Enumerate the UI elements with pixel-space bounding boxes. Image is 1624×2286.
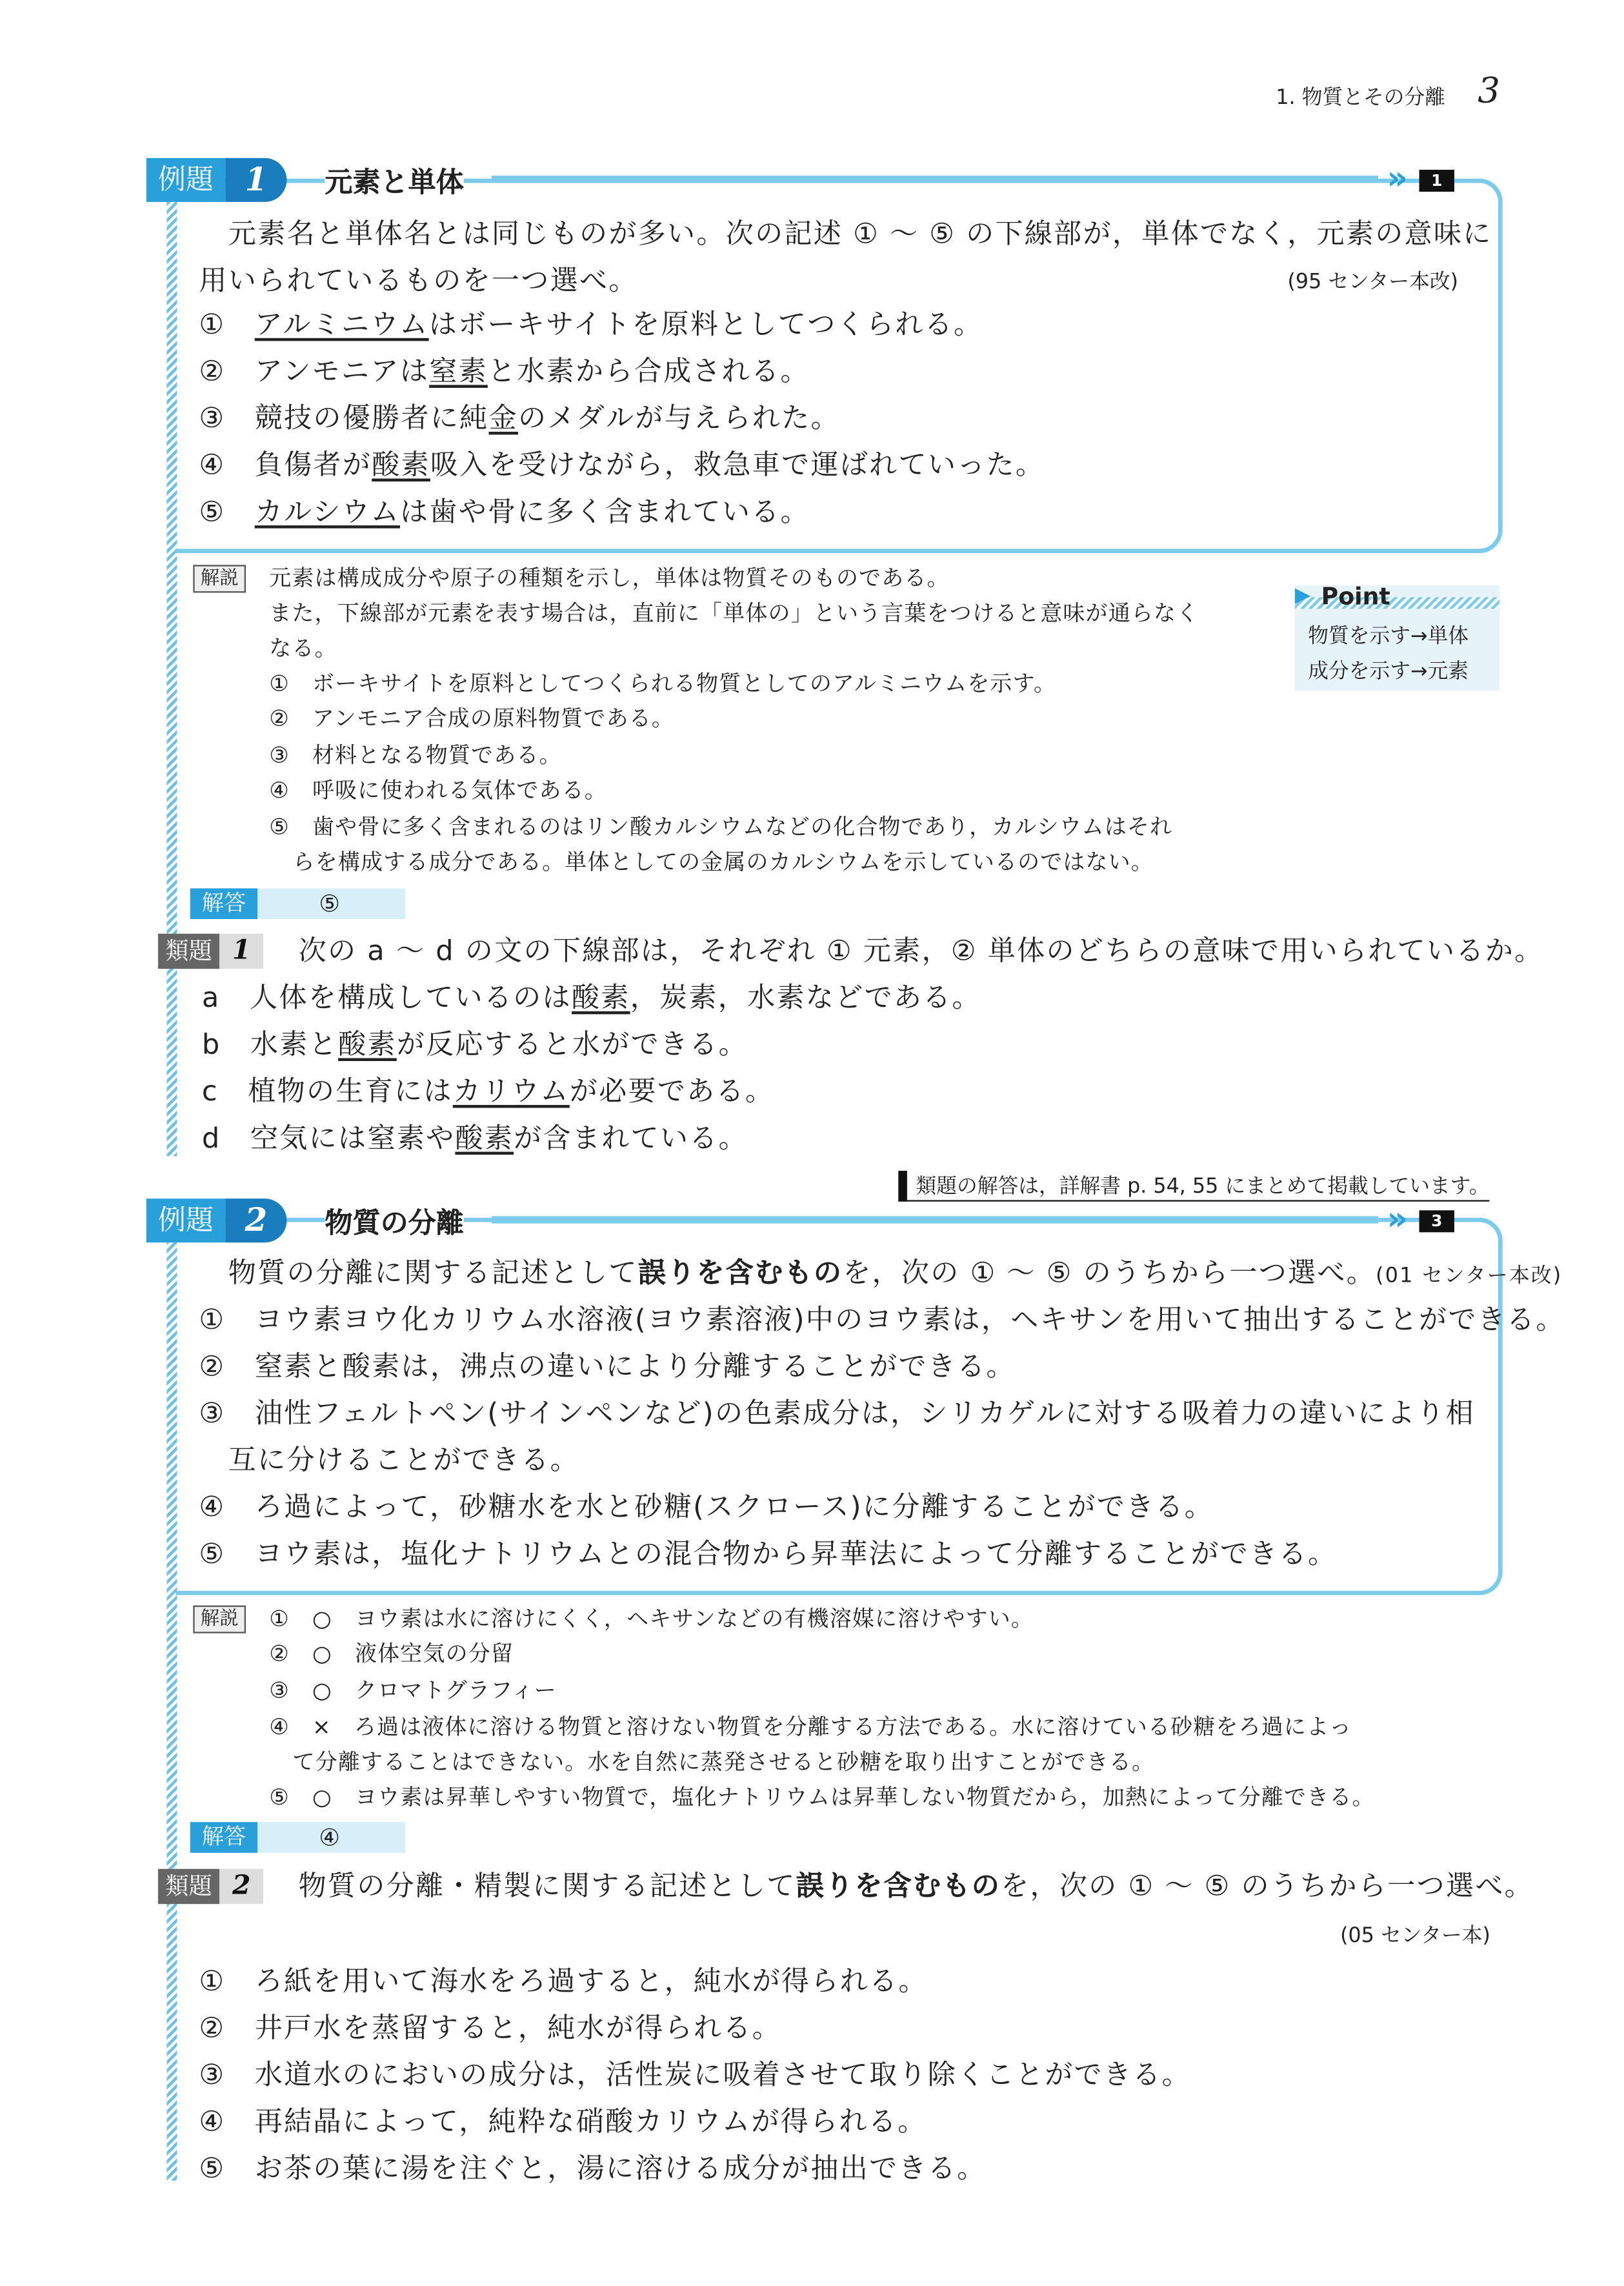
exercise-2-tab: 類題 2 <box>158 1869 263 1904</box>
exercise-item: b 水素と酸素が反応すると水ができる。 <box>201 1029 748 1062</box>
title-rule <box>492 176 1378 183</box>
explanation-label: 解説 <box>193 565 246 592</box>
choice-item: ③ 競技の優勝者に純金のメダルが与えられた。 <box>199 402 840 435</box>
choice-item: ④ ろ過によって，砂糖水を水と砂糖(スクロース)に分離することができる。 <box>199 1491 1214 1524</box>
page-number: 3 <box>1478 70 1500 112</box>
point-line: 成分を示す→元素 <box>1308 660 1469 683</box>
answers-note: 類題の解答は，詳解書 p. 54, 55 にまとめて掲載しています。 <box>898 1171 1489 1202</box>
explanation-line: ⑤ 歯や骨に多く含まれるのはリン酸カルシウムなどの化合物であり，カルシウムはそれ <box>269 813 1173 840</box>
choice-item: ⑤ ヨウ素は，塩化ナトリウムとの混合物から昇華法によって分離することができる。 <box>199 1538 1338 1571</box>
exercise-item: ② 井戸水を蒸留すると，純水が得られる。 <box>199 2012 782 2045</box>
question-text: 元素名と単体名とは同じものが多い。次の記述 ① ～ ⑤ の下線部が，単体でなく，元素の意味に <box>228 217 1492 250</box>
source-note: (95 センター本改) <box>1287 270 1458 294</box>
exercise-item: ③ 水道水のにおいの成分は，活性炭に吸着させて取り除くことができる。 <box>199 2059 1192 2092</box>
explanation-line: て分離することはできない。水を自然に蒸発させると砂糖を取り出すことができる。 <box>292 1748 1155 1775</box>
choice-item-continued: 互に分けることができる。 <box>228 1444 580 1477</box>
question-text: 物質の分離に関する記述として誤りを含むものを，次の ① ～ ⑤ のうちから一つ選べ。(01 センター本改) <box>228 1257 1563 1290</box>
explanation-line: また，下線部が元素を表す場合は，直前に「単体の」という言葉をつけると意味が通らなく <box>269 600 1199 627</box>
explanation-label: 解説 <box>193 1606 246 1634</box>
explanation-line: ② ○ 液体空気の分留 <box>269 1640 514 1667</box>
choice-item: ① ヨウ素ヨウ化カリウム水溶液(ヨウ素溶液)中のヨウ素は，ヘキサンを用いて抽出することができる。 <box>199 1304 1565 1337</box>
exercise-item: ① ろ紙を用いて海水をろ過すると，純水が得られる。 <box>199 1965 928 1998</box>
choice-item: ③ 油性フェルトペン(サインペンなど)の色素成分は，シリカゲルに対する吸着力の違いにより相 <box>199 1397 1475 1430</box>
exercise-item: d 空気には窒素や酸素が含まれている。 <box>201 1122 748 1155</box>
example-2-tab: 例題 2 <box>146 1199 287 1242</box>
title-rule <box>492 1216 1378 1223</box>
example-2-title: 物質の分離 <box>325 1202 463 1241</box>
exercise-question: 次の a ～ d の文の下線部は，それぞれ ① 元素，② 単体のどちらの意味で用いられているか。 <box>298 935 1544 967</box>
exercise-question: 物質の分離・精製に関する記述として誤りを含むものを，次の ① ～ ⑤ のうちから一つ選べ。 <box>298 1870 1534 1903</box>
point-box <box>1294 582 1499 691</box>
choice-item: ⑤ カルシウムは歯や骨に多く含まれている。 <box>199 496 810 529</box>
explanation-line: ② アンモニア合成の原料物質である。 <box>269 705 675 732</box>
explanation-line: 元素は構成成分や原子の種類を示し，単体は物質そのものである。 <box>269 565 950 592</box>
source-note: (05 センター本) <box>1340 1924 1490 1948</box>
answer-label: 解答 <box>190 888 257 919</box>
reference-badge: 1 <box>1419 170 1454 192</box>
explanation-line: ④ × ろ過は液体に溶ける物質と溶けない物質を分離する方法である。水に溶けている砂糖をろ過によっ <box>269 1714 1352 1741</box>
explanation-line: ③ 材料となる物質である。 <box>269 742 562 769</box>
answer-bar: 解答 ④ <box>190 1822 405 1853</box>
triangle-icon: ▶ <box>1294 583 1311 608</box>
exercise-item: a 人体を構成しているのは酸素，炭素，水素などである。 <box>201 982 981 1015</box>
explanation-line: ⑤ ○ ヨウ素は昇華しやすい物質で，塩化ナトリウムは昇華しない物質だから，加熱によって分離できる。 <box>269 1784 1375 1811</box>
exercise-item: c 植物の生育にはカリウムが必要である。 <box>201 1075 775 1108</box>
answer-value: ⑤ <box>319 889 340 918</box>
choice-item: ② 窒素と酸素は，沸点の違いにより分離することができる。 <box>199 1350 1016 1383</box>
tab-label: 例題 <box>146 158 225 202</box>
choice-item: ② アンモニアは窒素と水素から合成される。 <box>199 356 810 388</box>
chevron-icon: » <box>1387 1201 1408 1239</box>
choice-item: ① アルミニウムはボーキサイトを原料としてつくられる。 <box>199 309 983 341</box>
chapter-title: 1. 物質とその分離 <box>1276 86 1445 110</box>
point-title: Point <box>1321 582 1390 611</box>
exercise-item: ⑤ お茶の葉に湯を注ぐと，湯に溶ける成分が抽出できる。 <box>199 2152 987 2185</box>
answer-bar <box>190 888 405 919</box>
explanation-line: ④ 呼吸に使われる気体である。 <box>269 777 607 804</box>
explanation-line: ① ボーキサイトを原料としてつくられる物質としてのアルミニウムを示す。 <box>269 670 1057 697</box>
example-1-title: 元素と単体 <box>325 161 463 200</box>
exercise-1-tab: 類題 1 <box>158 934 263 969</box>
example-1-tab <box>146 158 287 202</box>
choice-item: ④ 負傷者が酸素吸入を受けながら，救急車で運ばれていった。 <box>199 449 1045 482</box>
question-text: 用いられているものを一つ選べ。 <box>199 265 638 298</box>
exercise-item: ④ 再結晶によって，純粋な硝酸カリウムが得られる。 <box>199 2106 927 2138</box>
reference-badge: 3 <box>1419 1210 1454 1232</box>
explanation-line: ③ ○ クロマトグラフィー <box>269 1677 557 1704</box>
explanation-line: らを構成する成分である。単体としての金属のカルシウムを示しているのではない。 <box>292 849 1154 876</box>
point-line: 物質を示す→単体 <box>1308 625 1469 649</box>
chevron-icon: » <box>1387 161 1408 198</box>
explanation-line: なる。 <box>269 635 337 662</box>
explanation-line: ① ○ ヨウ素は水に溶けにくく，ヘキサンなどの有機溶媒に溶けやすい。 <box>269 1605 1034 1632</box>
tab-number: 1 <box>225 158 286 202</box>
